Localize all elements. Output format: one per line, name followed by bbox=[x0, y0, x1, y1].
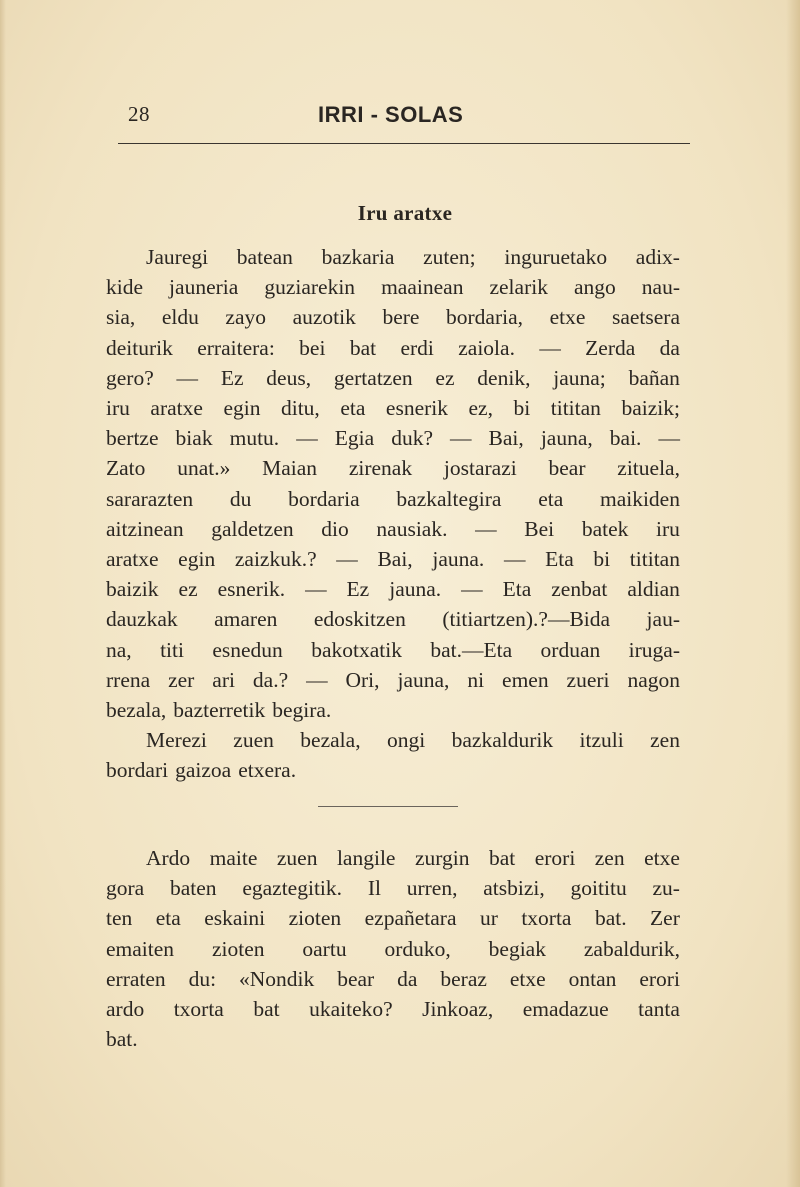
text-line: Zato unat.» Maian zirenak jostarazi bear zituela, bbox=[106, 456, 680, 481]
text-line: na, titi esnedun bakotxatik bat.—Eta orduan iruga- bbox=[106, 637, 680, 662]
text-line: dauzkak amaren edoskitzen (titiartzen).?—Bida jau- bbox=[106, 607, 680, 632]
text-line: Merezi zuen bezala, ongi bazkaldurik itzuli zen bbox=[146, 728, 680, 753]
text-line: bat. bbox=[106, 1027, 138, 1052]
text-line: ardo txorta bat ukaiteko? Jinkoaz, emadazue tanta bbox=[106, 997, 680, 1022]
section-title: Iru aratxe bbox=[357, 201, 453, 225]
text-line: baizik ez esnerik. — Ez jauna. — Eta zenbat aldian bbox=[106, 577, 680, 602]
text-line: ten eta eskaini zioten ezpañetara ur txorta bat. Zer bbox=[106, 906, 680, 931]
header-rule bbox=[118, 143, 690, 144]
text-line: gero? — Ez deus, gertatzen ez denik, jauna; bañan bbox=[106, 365, 680, 390]
page-header bbox=[118, 96, 688, 136]
text-line: erraten du: «Nondik bear da beraz etxe ontan erori bbox=[106, 966, 680, 991]
story-iru-aratxe bbox=[106, 242, 680, 786]
text-line: sararazten du bordaria bazkaltegira eta maikiden bbox=[106, 486, 680, 511]
text-line: Jauregi batean bazkaria zuten; inguruetako adix- bbox=[146, 245, 680, 269]
text-line: iru aratxe egin ditu, eta esnerik ez, bi tititan baizik; bbox=[106, 396, 680, 421]
text-line: kide jauneria guziarekin maainean zelarik ango nau- bbox=[106, 275, 680, 300]
text-line: deiturik erraitera: bei bat erdi zaiola. — Zerda da bbox=[106, 335, 680, 360]
text-line: aratxe egin zaizkuk.? — Bai, jauna. — Eta bi tititan bbox=[106, 547, 680, 572]
text-line: bordari gaizoa etxera. bbox=[106, 758, 297, 783]
page-edge-right bbox=[786, 0, 800, 1187]
text-line: gora baten egaztegitik. Il urren, atsbizi, goititu zu- bbox=[106, 876, 680, 901]
text-line: rrena zer ari da.? — Ori, jauna, ni emen zueri nagon bbox=[106, 667, 680, 692]
text-line: bezala, bazterretik begira. bbox=[106, 698, 332, 723]
text-line: Ardo maite zuen langile zurgin bat erori zen etxe bbox=[146, 846, 680, 870]
text-line: aitzinean galdetzen dio nausiak. — Bei batek iru bbox=[106, 516, 680, 541]
story-separator bbox=[318, 806, 458, 807]
page-number: 28 bbox=[128, 102, 150, 126]
running-title: IRRI - SOLAS bbox=[318, 102, 464, 127]
story-ardo-txorta bbox=[106, 843, 680, 1054]
page-edge-left bbox=[0, 0, 6, 1187]
text-line: sia, eldu zayo auzotik bere bordaria, etxe saetsera bbox=[106, 305, 680, 330]
text-line: emaiten zioten oartu orduko, begiak zabaldurik, bbox=[106, 936, 680, 961]
text-line: bertze biak mutu. — Egia duk? — Bai, jauna, bai. — bbox=[106, 426, 680, 451]
